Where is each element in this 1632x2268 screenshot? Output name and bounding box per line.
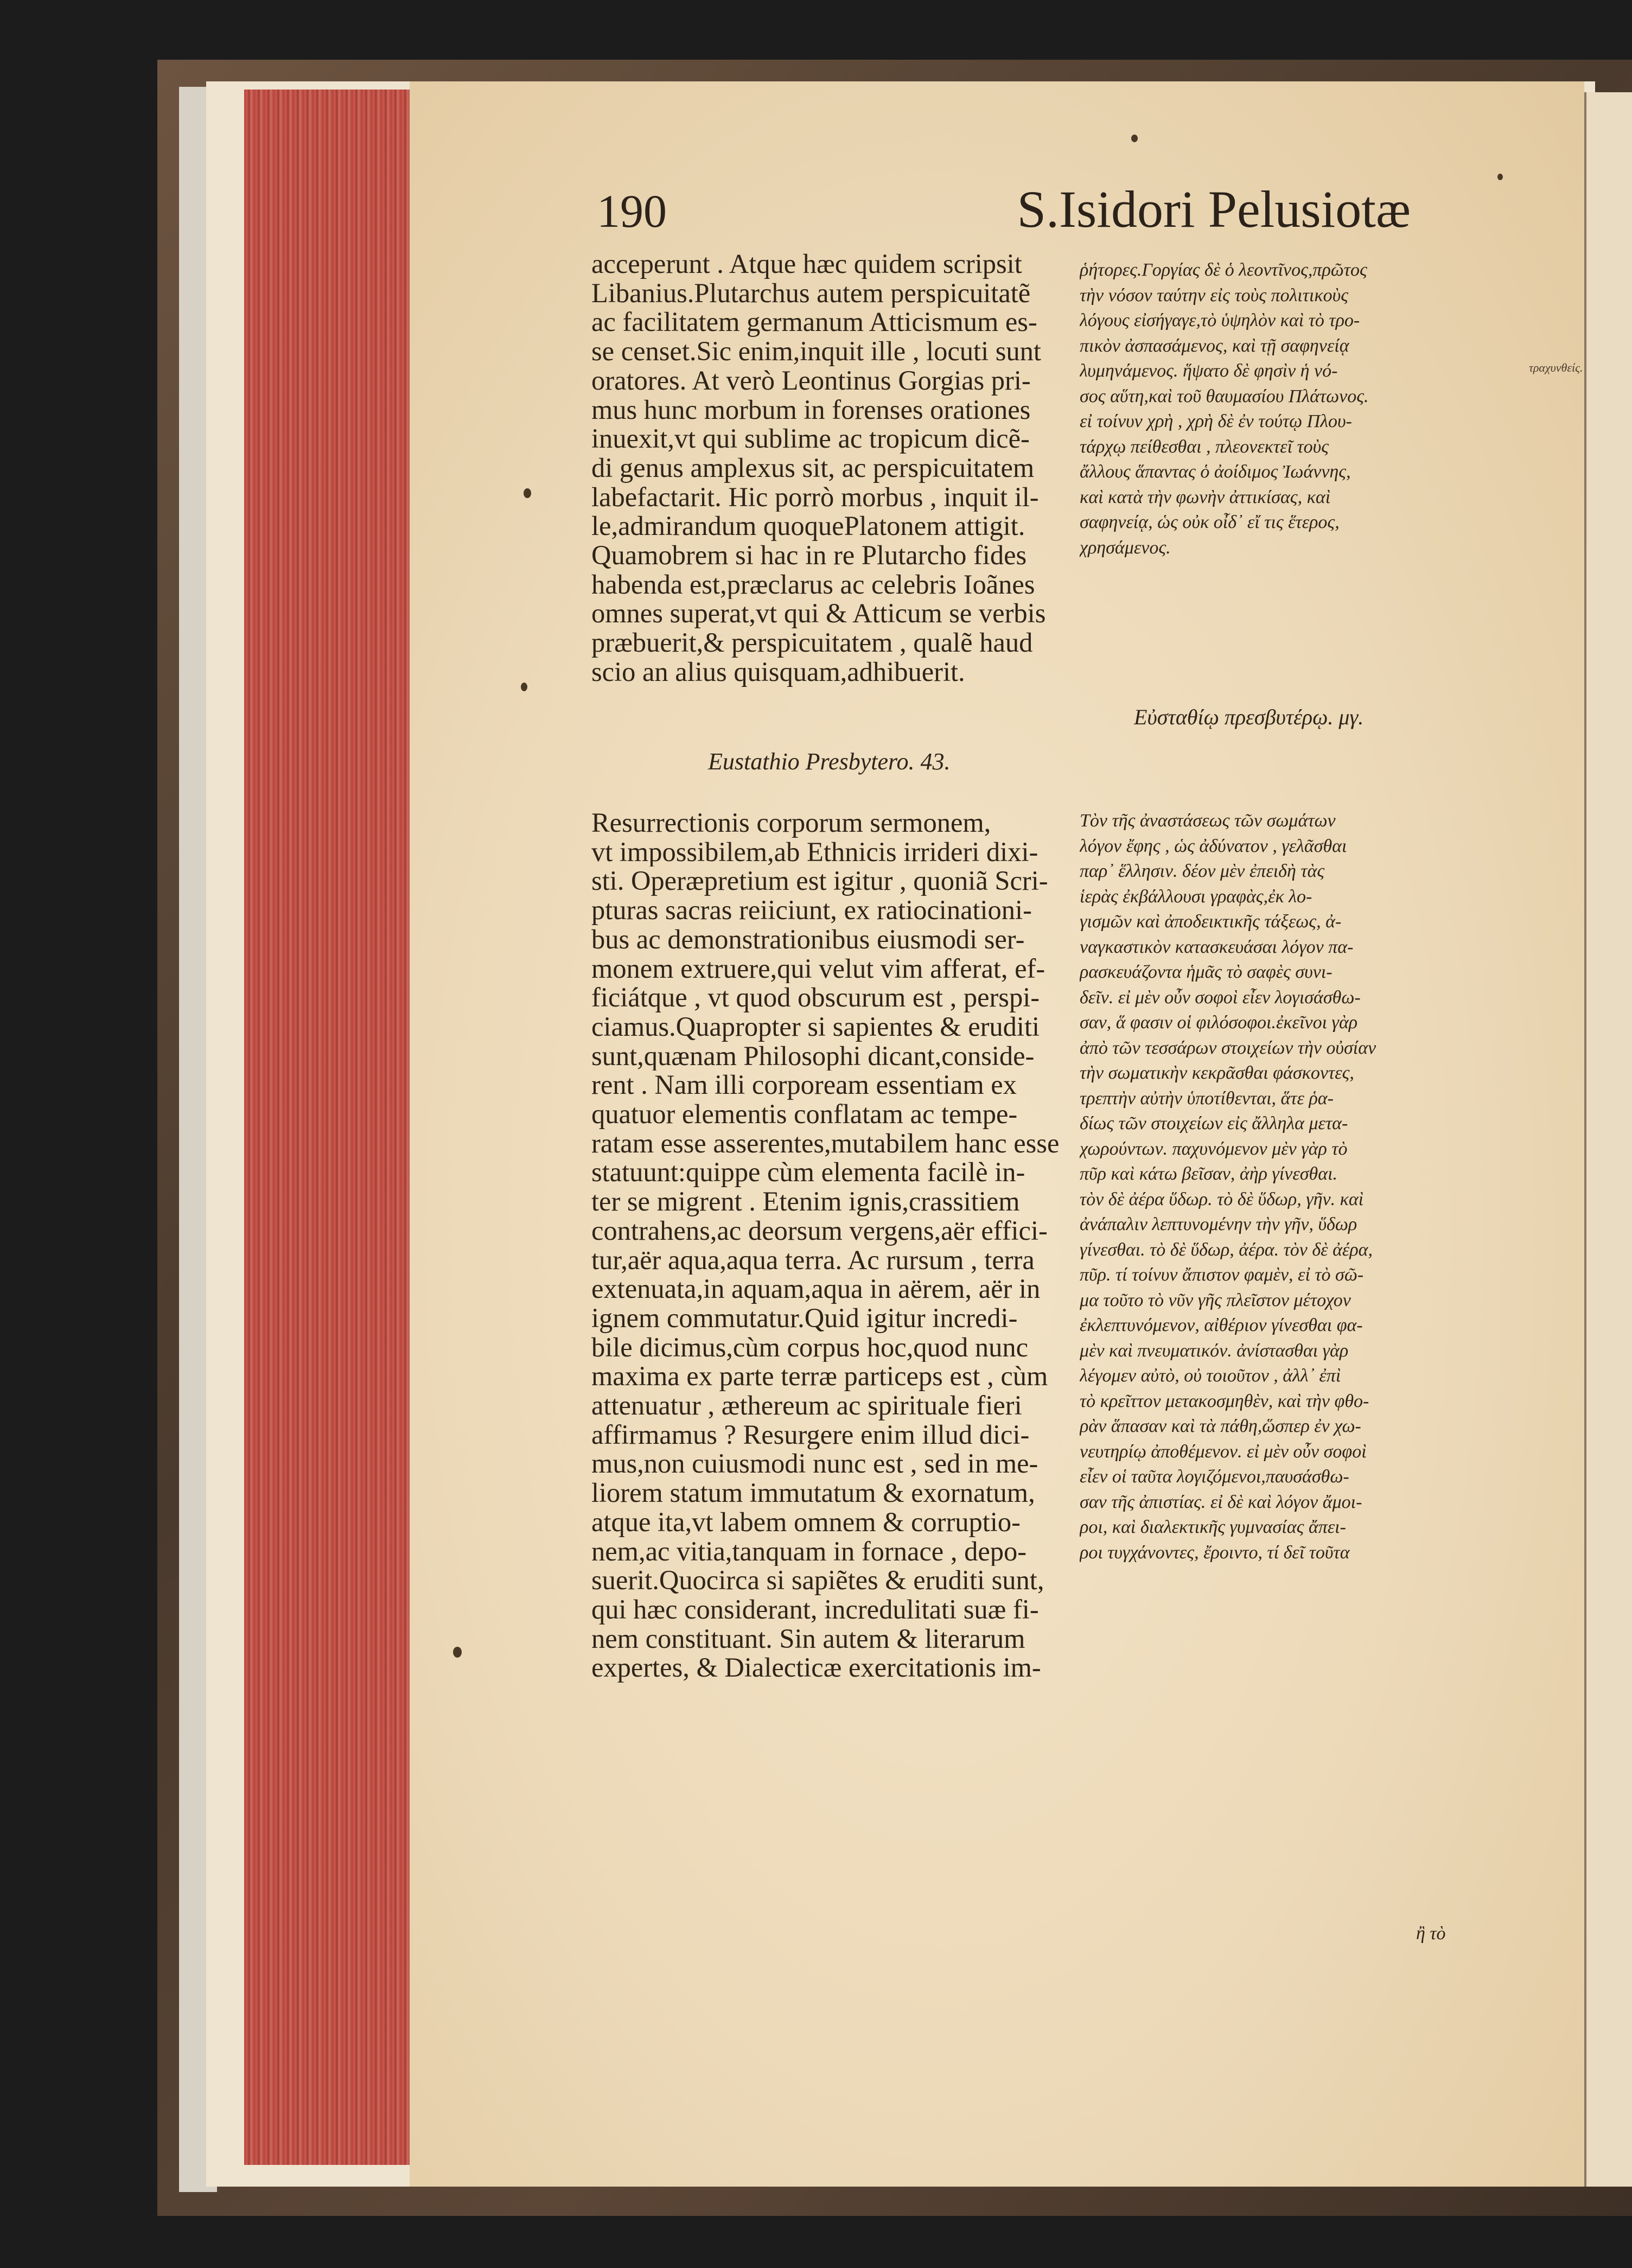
- greek-text-line: ἀνάπαλιν λεπτυνομένην τὴν γῆν, ὕδωρ: [1080, 1214, 1357, 1234]
- greek-text-line: λόγον ἔφης , ὡς ἀδύνατον , γελᾶσθαι: [1080, 836, 1347, 856]
- greek-text-line: χρησάμενος.: [1080, 537, 1171, 558]
- latin-text-line: habenda est,præclarus ac celebris Ioãnes: [591, 570, 1035, 600]
- foxing-spot: [1497, 174, 1503, 180]
- greek-text-line: νευτηρίῳ ἀποθέμενον. εἰ μὲν οὖν σοφοὶ: [1080, 1441, 1367, 1462]
- latin-text-line: tur,aër aqua,aqua terra. Ac rursum , terra: [591, 1245, 1035, 1275]
- greek-text-line: ροι, καὶ διαλεκτικῆς γυμνασίας ἄπει-: [1080, 1517, 1346, 1537]
- facing-page-edge: [1584, 92, 1632, 2187]
- latin-text-line: affirmamus ? Resurgere enim illud dici-: [591, 1420, 1030, 1450]
- foxing-spot: [521, 683, 527, 691]
- latin-text-line: labefactarit. Hic porrò morbus , inquit il-: [591, 482, 1039, 512]
- greek-text-line: ἐκλεπτυνόμενον, αἰθέριον γίνεσθαι φα-: [1080, 1315, 1363, 1335]
- greek-text-line: παρ᾽ ἕλλησιν. δέον μὲν ἐπειδὴ τὰς: [1080, 861, 1325, 881]
- greek-text-line: λέγομεν αὐτὸ, οὐ τοιοῦτον , ἀλλ᾽ ἐπὶ: [1080, 1366, 1341, 1386]
- latin-text-line: Quamobrem si hac in re Plutarcho fides: [591, 541, 1027, 570]
- greek-text-line: ρασκευάζοντα ἡμᾶς τὸ σαφὲς συνι-: [1080, 962, 1333, 982]
- greek-text-line: σαν τῆς ἀπιστίας. εἰ δὲ καὶ λόγον ἄμοι-: [1080, 1492, 1362, 1512]
- greek-text-line: Τὸν τῆς ἀναστάσεως τῶν σωμάτων: [1080, 811, 1336, 831]
- latin-text-line: bus ac demonstrationibus eiusmodi ser-: [591, 925, 1025, 954]
- red-fore-edge: [244, 90, 410, 2165]
- greek-text-line: σος αὕτη,καὶ τοῦ θαυμασίου Πλάτωνος.: [1080, 386, 1369, 406]
- latin-text-line: extenuata,in aquam,aqua in aërem, aër in: [591, 1275, 1041, 1304]
- running-title: S.Isidori Pelusiotæ: [1017, 180, 1411, 238]
- latin-text-line: mus hunc morbum in forenses orationes: [591, 395, 1031, 425]
- latin-text-line: expertes, & Dialecticæ exercitationis im-: [591, 1653, 1041, 1683]
- greek-column-top: [1080, 258, 1465, 560]
- greek-text-line: λόγους εἰσήγαγε,τὸ ὑψηλὸν καὶ τὸ τρο-: [1080, 310, 1360, 330]
- greek-text-line: ῥήτορες.Γοργίας δὲ ὁ λεοντῖνος,πρῶτος: [1080, 260, 1367, 280]
- latin-text-line: pturas sacras reiiciunt, ex ratiocinationi-: [591, 896, 1032, 925]
- latin-text-line: ratam esse asserentes,mutabilem hanc esse: [591, 1129, 1060, 1158]
- greek-text-line: ρὰν ἅπασαν καὶ τὰ πάθη,ὥσπερ ἐν χω-: [1080, 1416, 1361, 1436]
- greek-text-line: γίνεσθαι. τὸ δὲ ὕδωρ, ἀέρα. τὸν δὲ ἀέρα,: [1080, 1239, 1373, 1260]
- latin-text-line: præbuerit,& perspicuitatem , qualẽ haud: [591, 628, 1033, 658]
- latin-text-line: le,admirandum quoquePlatonem attigit.: [591, 512, 1025, 541]
- greek-text-line: χωρούντων. παχυνόμενον μὲν γὰρ τὸ: [1080, 1138, 1348, 1159]
- greek-text-line: μὲν καὶ πνευματικόν. ἀνίστασθαι γὰρ: [1080, 1340, 1349, 1361]
- latin-text-line: ignem commutatur.Quid igitur incredi-: [591, 1303, 1018, 1333]
- latin-letter-heading: Eustathio Presbytero. 43.: [708, 748, 951, 775]
- page-header: [597, 179, 1411, 244]
- greek-text-line: πῦρ. τί τοίνυν ἄπιστον φαμὲν, εἰ τὸ σῶ-: [1080, 1265, 1364, 1285]
- latin-text-line: sunt,quænam Philosophi dicant,conside-: [591, 1041, 1035, 1071]
- foxing-spot: [453, 1647, 462, 1658]
- latin-text-line: qui hæc considerant, incredulitati suæ fi-: [591, 1595, 1039, 1624]
- latin-text-line: sti. Operæpretium est igitur , quoniã Scri-: [591, 867, 1048, 896]
- latin-text-line: Resurrectionis corporum sermonem,: [591, 808, 991, 838]
- foxing-spot: [1131, 135, 1138, 142]
- latin-text-line: nem constituant. Sin autem & literarum: [591, 1624, 1025, 1654]
- greek-text-line: δίως τῶν στοιχείων εἰς ἄλληλα μετα-: [1080, 1113, 1348, 1133]
- latin-column-bottom: [591, 808, 1088, 1683]
- greek-letter-heading: Εὐσταθίῳ πρεσβυτέρῳ. μγ.: [1134, 705, 1364, 729]
- marginal-note: τραχυνθείς.: [1529, 361, 1583, 374]
- latin-text-line: attenuatur , æthereum ac spirituale fieri: [591, 1391, 1022, 1420]
- greek-text-line: τὸ κρεῖττον μετακοσμηθὲν, καὶ τὴν φθο-: [1080, 1391, 1369, 1411]
- latin-column-top: [591, 250, 1088, 687]
- greek-text-line: τὸν δὲ ἀέρα ὕδωρ. τὸ δὲ ὕδωρ, γῆν. καὶ: [1080, 1189, 1364, 1209]
- latin-text-line: Libanius.Plutarchus autem perspicuitatẽ: [591, 278, 1031, 308]
- greek-text-line: τὴν σωματικὴν κεκρᾶσθαι φάσκοντες,: [1080, 1063, 1354, 1083]
- greek-text-line: γισμῶν καὶ ἀποδεικτικῆς τάξεως, ἀ-: [1080, 912, 1342, 932]
- latin-text-line: oratores. At verò Leontinus Gorgias pri-: [591, 366, 1031, 396]
- greek-text-line: ροι τυγχάνοντες, ἔροιντο, τί δεῖ τοῦτα: [1080, 1542, 1350, 1563]
- latin-text-line: rent . Nam illi corpoream essentiam ex: [591, 1071, 1017, 1100]
- greek-column-bottom: [1080, 808, 1465, 1565]
- foxing-spot: [524, 488, 531, 498]
- latin-text-line: liorem statum immutatum & exornatum,: [591, 1479, 1035, 1508]
- greek-text-line: εἶεν οἱ ταῦτα λογιζόμενοι,παυσάσθω-: [1080, 1467, 1349, 1487]
- greek-text-line: τρεπτὴν αὐτὴν ὑποτίθενται, ἅτε ῥα-: [1080, 1088, 1334, 1108]
- greek-text-line: πῦρ καὶ κάτω βεῖσαν, ἀὴρ γίνεσθαι.: [1080, 1164, 1338, 1184]
- latin-text-line: atque ita,vt labem omnem & corruptio-: [591, 1507, 1021, 1537]
- latin-text-line: bile dicimus,cùm corpus hoc,quod nunc: [591, 1333, 1029, 1362]
- greek-text-line: τὴν νόσον ταύτην εἰς τοὺς πολιτικοὺς: [1080, 285, 1349, 305]
- greek-text-line: καὶ κατὰ τὴν φωνὴν ἀττικίσας, καὶ: [1080, 487, 1331, 507]
- greek-text-line: ἱερὰς ἐκβάλλουσι γραφὰς,ἐκ λο-: [1080, 886, 1312, 907]
- greek-text-line: ἀπὸ τῶν τεσσάρων στοιχείων τὴν οὐσίαν: [1080, 1037, 1376, 1058]
- latin-text-line: omnes superat,vt qui & Atticum se verbis: [591, 599, 1046, 629]
- latin-text-line: se censet.Sic enim,inquit ille , locuti sunt: [591, 337, 1041, 366]
- greek-text-line: δεῖν. εἰ μὲν οὖν σοφοὶ εἶεν λογισάσθω-: [1080, 987, 1361, 1008]
- latin-text-line: inuexit,vt qui sublime ac tropicum dicẽ-: [591, 424, 1030, 454]
- latin-text-line: vt impossibilem,ab Ethnicis irrideri dixi-: [591, 837, 1038, 867]
- latin-text-line: quatuor elementis conflatam ac tempe-: [591, 1100, 1018, 1129]
- page-number: 190: [597, 185, 667, 237]
- greek-text-line: μα τοῦτο τὸ νῦν γῆς πλεῖστον μέτοχον: [1080, 1290, 1351, 1310]
- greek-text-line: λυμηνάμενος. ἥψατο δὲ φησὶν ἡ νό-: [1080, 361, 1338, 381]
- greek-text-line: τάρχῳ πείθεσθαι , πλεονεκτεῖ τοὺς: [1080, 436, 1329, 457]
- latin-text-line: ciamus.Quapropter si sapientes & eruditi: [591, 1012, 1040, 1042]
- latin-text-line: acceperunt . Atque hæc quidem scripsit: [591, 250, 1022, 279]
- latin-text-line: maxima ex parte terræ particeps est , cùm: [591, 1362, 1048, 1392]
- latin-text-line: ter se migrent . Etenim ignis,crassitiem: [591, 1187, 1020, 1216]
- latin-text-line: ac facilitatem germanum Atticismum es-: [591, 308, 1037, 337]
- greek-text-line: πικὸν ἀσπασάμενος, καὶ τῇ σαφηνείᾳ: [1080, 335, 1349, 356]
- latin-text-line: statuunt:quippe cùm elementa facilè in-: [591, 1158, 1025, 1188]
- greek-text-line: ἄλλους ἅπαντας ὁ ἀοίδιμος Ἰωάννης,: [1080, 462, 1351, 482]
- latin-text-line: ficiátque , vt quod obscurum est , perspi-: [591, 983, 1040, 1012]
- latin-text-line: suerit.Quocirca si sapiẽtes & eruditi sunt,: [591, 1566, 1044, 1595]
- latin-text-line: monem extruere,qui velut vim afferat, ef-: [591, 954, 1046, 984]
- catchword: ἢ τὸ: [1416, 1923, 1446, 1944]
- latin-text-line: nem,ac vitia,tanquam in fornace , depo-: [591, 1537, 1027, 1566]
- latin-text-line: contrahens,ac deorsum vergens,aër effici-: [591, 1216, 1048, 1246]
- latin-text-line: mus,non cuiusmodi nunc est , sed in me-: [591, 1449, 1038, 1479]
- latin-text-line: di genus amplexus sit, ac perspicuitatem: [591, 453, 1035, 483]
- latin-text-line: scio an alius quisquam,adhibuerit.: [591, 657, 965, 687]
- greek-text-line: σαφηνείᾳ, ὡς οὐκ οἶδ᾽ εἴ τις ἕτερος,: [1080, 512, 1340, 532]
- greek-text-line: ναγκαστικὸν κατασκευάσαι λόγον πα-: [1080, 936, 1354, 957]
- greek-text-line: σαν, ἅ φασιν οἱ φιλόσοφοι.ἐκεῖνοι γὰρ: [1080, 1012, 1358, 1033]
- greek-text-line: εἰ τοίνυν χρὴ , χρὴ δὲ ἐν τούτῳ Πλου-: [1080, 411, 1352, 431]
